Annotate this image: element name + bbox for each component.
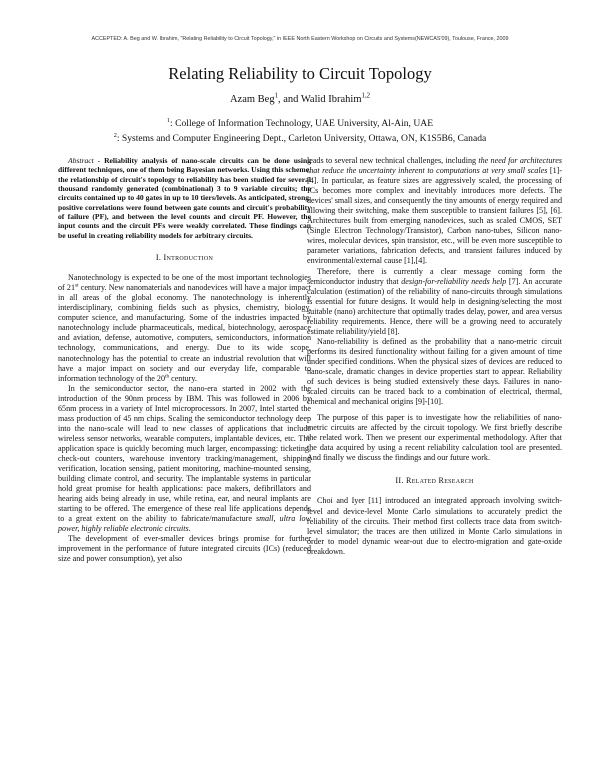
author-2-affiliation: 1,2 bbox=[361, 92, 371, 100]
affiliation-2 bbox=[0, 133, 600, 144]
left-column bbox=[58, 156, 311, 565]
author-joiner: , and bbox=[277, 94, 301, 105]
section-1-numeral: I. bbox=[155, 253, 162, 263]
intro-r1-a: leads to several new technical challenges, including bbox=[307, 156, 479, 165]
author-2: Walid Ibrahim bbox=[300, 94, 362, 105]
intro-paragraph-1 bbox=[58, 273, 311, 384]
abstract-body: Reliability analysis of nano-scale circuits can be done using different techniques, one of them being Bayesian networks. Using this scheme, the relationship of circuit's topology to reliability has been studied for several thousand randomly generated (combinational) 3 to 9 variable circuits; the circuits contained up to 40 gates in up to 10 tiers/levels. As anticipated, strong, positive correlations were found between gate counts and circuit's probability of failure (PF), and between the level counts and circuit PF. However, the input counts and the circuit PFs were weakly correlated. These findings can be useful in creating reliability models for arbitrary circuits. bbox=[58, 156, 311, 240]
intro-p1-c: century. bbox=[169, 373, 197, 383]
paper-title: Relating Reliability to Circuit Topology bbox=[168, 64, 432, 83]
intro-r2-a: Therefore, there is currently a clear message coming form the semiconductor industry that bbox=[307, 266, 562, 286]
author-1: Azam Beg bbox=[229, 94, 275, 105]
section-2-heading bbox=[307, 476, 562, 486]
abstract-dash: - bbox=[93, 156, 105, 165]
intro-r1-b: [1]-[4]. In particular, as feature sizes are aggressively scaled, the processing of ICs becomes more complex and inevitably introduces more defects. The devices' small sizes, and consequently the tiny amounts of energy required and allowing their switching, make them susceptible to transient failures [5], [6]. Architectures built from emerging nanodevices, such as scaled CMOS, SET (Single Electron Technology/Transistor), Carbon nano-tubes, Silicon nano-wires, molecular devices, spin transistor, etc., will be even more susceptible to parameter variations, fabrication defects, and transient failures induced by environmental/external cause [1],[4]. bbox=[307, 166, 563, 266]
affiliation-1-text: : College of Information Technology, UAE University, Al-Ain, UAE bbox=[170, 118, 434, 129]
intro-paragraph-6: The purpose of this paper is to investigate how the reliabilities of nano-metric circuits are affected by the circuit topology. We first briefly describe the related work. Then we present our experimental methodology. After that the data acquired by using a recent reliability calculation tool are presented. And finally we discuss the findings and our future work. bbox=[307, 413, 562, 463]
intro-r1-emphasis: the need for architectures that reduce the uncertainty inherent to computations at very small scales bbox=[307, 156, 562, 176]
right-column bbox=[307, 156, 562, 557]
intro-p1-sup2: th bbox=[165, 372, 170, 379]
intro-p2-emphasis: small, ultra low power, highly reliable electronic circuits bbox=[58, 514, 312, 534]
intro-p2-a: In the semiconductor sector, the nano-era started in 2002 with the introduction of the 90nm process by IBM. This was followed in 2006 by 65nm process in a variety of Intel microprocessors. In 2007, Intel started the mass production of 45 nm chips. Scaling the semiconductor technology deep into the nano-scale will lead to new classes of applications that include wireless sensor networks, wearable computers, implantable devices, etc. The application space is quickly becoming much larger, encompassing: ticketing, check-out counters, warehouse inventory tracking/management, shipping verification, location sensing, patient monitoring, machine-mounted sensing, building climate control, and security. The implantable systems in particular hold great promise for health applications: pace makers, defibrillators and hearing aids being already in use, while retina, ear, and neural implants are starting to be offered. The emergence of these real life applications depends to a great extent on the ability to fabricate/manufacture bbox=[58, 383, 311, 524]
affiliation-1-mark: 1 bbox=[166, 116, 171, 124]
affiliation-1 bbox=[0, 118, 600, 129]
intro-r2-b: [7]. An accurate calculation (estimation) of the reliability of nano-circuits through simulations is essential for future designs. It would help in designing/selecting the most suitable (nano) architecture that optimally trades delay, power, and area versus reliability requirements. Hence, there will be a growing need to accurately estimate reliability/yield [8]. bbox=[307, 276, 562, 336]
intro-r2-emphasis: design-for-reliability needs help bbox=[401, 276, 507, 286]
author-1-affiliation: 1 bbox=[274, 92, 278, 100]
section-1-heading bbox=[58, 253, 311, 263]
intro-paragraph-3-continued bbox=[307, 156, 562, 267]
related-paragraph-1: Choi and Iyer [11] introduced an integrated approach involving switch-level and device-level Monte Carlo simulations to accurately predict the reliability of the circuits. Their method first collects trace data from switch-level simulator; the traces are then utilized in Monte Carlo simulations in order to model dynamic wear-out due to electro-migration and gate-oxide breakdown. bbox=[307, 496, 562, 556]
intro-paragraph-5: Nano-reliability is defined as the probability that a nano-metric circuit performs its desired functionality without failing for a given amount of time under specified conditions. When the physical sizes of devices are reduced to nano-scale, dramatic changes in device properties start to appear. Reliability of such devices is being studied extensively these days. Failures in nano-scaled circuits can be traced back to a combination of electrical, thermal, chemical and mechanical origins [9]-[10]. bbox=[307, 336, 562, 407]
abstract bbox=[58, 156, 311, 240]
affiliation-2-mark: 2 bbox=[113, 131, 117, 139]
section-1-name: Introduction bbox=[163, 253, 214, 263]
section-2-name: Related Research bbox=[406, 476, 474, 486]
intro-paragraph-3: The development of ever-smaller devices brings promise for further improvement in the performance of future integrated circuits (ICs) (reduced size and power consumption), yet also bbox=[58, 534, 311, 564]
section-2-numeral: II. bbox=[395, 476, 404, 486]
intro-p1-b: century. New nanomaterials and nanodevices will have a major impact in all areas of the global economy. The nanotechnology is inherently interdisciplinary, combining fields such as physics, chemistry, biology, computer science, and manufacturing. Some of the industries impacted by nanotechnology include pharmaceuticals, medical, biotechnology, aerospace and aviation, defense, automotive, computers, semiconductors, information technology, communications, and energy. Due to its wide scope, nanotechnology has the potential to create an industrial revolution that will have a major impact on society and our everyday life, comparable to information technology of the 20 bbox=[58, 283, 311, 383]
intro-paragraph-2 bbox=[58, 384, 311, 535]
citation-header: ACCEPTED: A. Beg and W. Ibrahim, "Relating Reliability to Circuit Topology," in IEEE North Eastern Workshop on Circuits and Systems(NEWCAS'09), Toulouse, France, 2009 bbox=[91, 36, 509, 42]
author-line bbox=[0, 94, 600, 105]
abstract-label: Abstract bbox=[68, 156, 94, 165]
intro-p1-a: Nanotechnology is expected to be one of the most important technologies of 21 bbox=[58, 273, 311, 293]
intro-paragraph-4 bbox=[307, 267, 562, 337]
intro-p1-sup: st bbox=[75, 282, 79, 289]
intro-p2-end: . bbox=[188, 524, 191, 534]
affiliation-2-text: : Systems and Computer Engineering Dept., Carleton University, Ottawa, ON, K1S5B6, Canada bbox=[116, 133, 487, 144]
